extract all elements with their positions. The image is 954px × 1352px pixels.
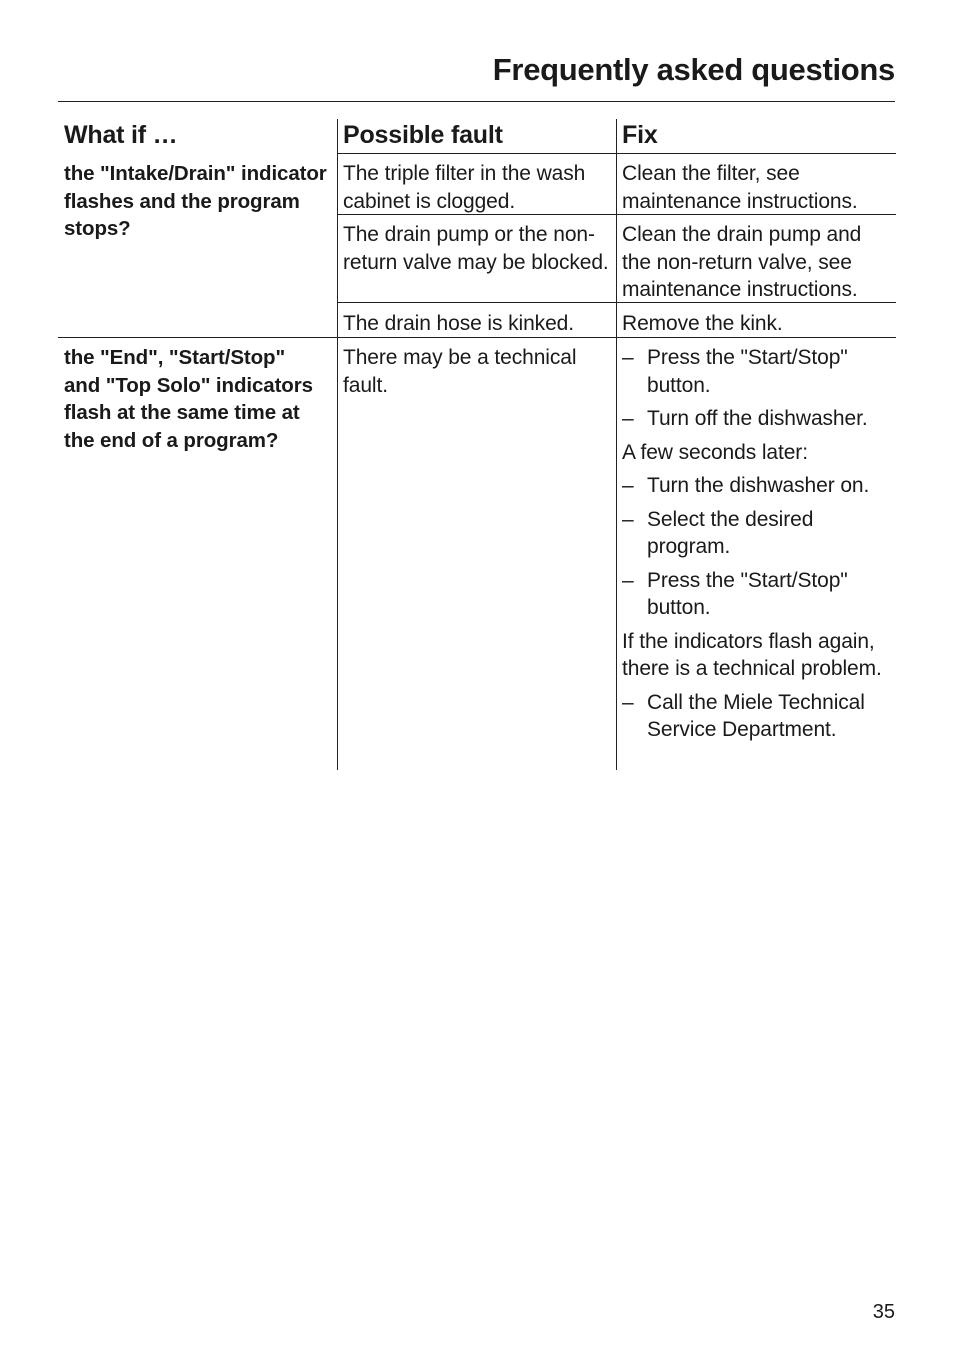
fix-note: If the indicators flash again, there is a technical problem.: [622, 629, 882, 680]
fix-step: [622, 689, 894, 744]
title-rule: [58, 101, 895, 102]
question-indicators-flash: the "End", "Start/Stop" and "Top Solo" indicators flash at the same time at the end of a program?: [64, 346, 313, 452]
fault-cell: The drain pump or the non-return valve may be blocked.: [343, 223, 609, 274]
fix-step: [622, 405, 894, 433]
header-rule: [337, 153, 896, 154]
dash-bullet: –: [622, 568, 634, 592]
fix-step-text: Select the desired program.: [647, 507, 814, 558]
fix-step: [622, 567, 894, 622]
fix-cell: Remove the kink.: [622, 312, 783, 335]
fix-step-text: Turn the dishwasher on.: [647, 474, 870, 497]
fix-cell: Clean the filter, see maintenance instructions.: [622, 162, 858, 213]
fault-cell: There may be a technical fault.: [343, 346, 577, 397]
dash-bullet: –: [622, 346, 634, 369]
page-title: Frequently asked questions: [492, 52, 895, 87]
column-divider-1: [337, 119, 338, 770]
fault-cell: The drain hose is kinked.: [343, 312, 574, 335]
header-possible-fault: Possible fault: [343, 121, 503, 149]
dash-bullet: –: [622, 407, 634, 430]
question-intake-drain: the "Intake/Drain" indicator flashes and the program stops?: [64, 162, 327, 240]
fix-step-text: Call the Miele Technical Service Department.: [647, 690, 865, 741]
page-number: 35: [872, 1301, 895, 1323]
dash-bullet: –: [622, 507, 634, 531]
fix-step: [622, 506, 894, 561]
fix-step: [622, 344, 894, 399]
dash-bullet: –: [622, 474, 634, 497]
header-what-if: What if …: [64, 121, 178, 149]
fix-cell: Clean the drain pump and the non-return valve, see maintenance instructions.: [622, 223, 862, 301]
fix-note: A few seconds later:: [622, 440, 808, 464]
fix-step-text: Press the "Start/Stop" button.: [647, 568, 848, 619]
header-fix: Fix: [622, 121, 658, 149]
fix-steps: [622, 344, 894, 744]
fix-step: [622, 472, 894, 500]
fault-cell: The triple filter in the wash cabinet is clogged.: [343, 162, 586, 213]
dash-bullet: –: [622, 690, 634, 714]
fix-step-text: Turn off the dishwasher.: [647, 407, 868, 430]
fix-step-text: Press the "Start/Stop" button.: [647, 346, 848, 397]
column-divider-2: [616, 119, 617, 770]
